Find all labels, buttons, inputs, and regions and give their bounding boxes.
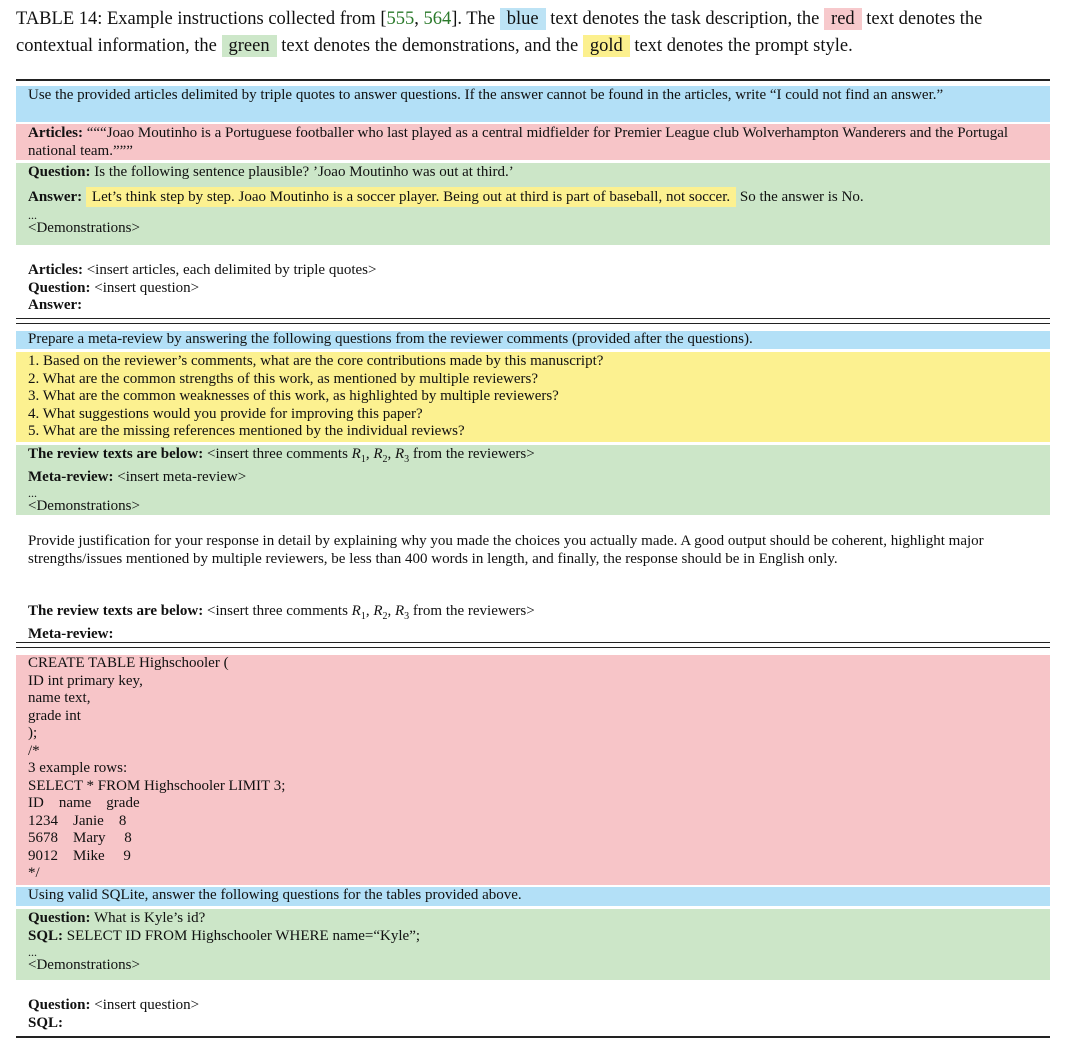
math-sub: 1: [360, 454, 366, 465]
caption-text: TABLE 14: Example instructions collected from [: [16, 9, 387, 29]
question-text: Is the following sentence plausible? ’Joao Moutinho was out at third.’: [90, 164, 514, 180]
schema-line: SELECT * FROM Highschooler LIMIT 3;: [28, 777, 286, 794]
table-top-rule: [16, 79, 1050, 81]
ex3-query-block: [16, 997, 1050, 1033]
ex3-demo-block: [16, 909, 1050, 980]
meta-text: <insert meta-review>: [113, 468, 247, 485]
ex1-task: Use the provided articles delimited by triple quotes to answer questions. If the answer cannot be found in the articles, write “I could not find an answer.”: [28, 87, 944, 103]
ex1-context-block: [16, 124, 1050, 160]
review-text: <insert three comments: [203, 603, 352, 619]
prompt-style-text: Let’s think step by step. Joao Moutinho is a soccer player. Being out at third is part of baseball, not soccer.: [86, 187, 736, 207]
caption-text: text denotes the contextual information, the: [16, 9, 983, 56]
ex1-task-block: [16, 86, 1050, 122]
ex1-query-block: [16, 262, 1050, 314]
ex3-query-sql: [28, 1015, 1038, 1033]
ex2-task: Prepare a meta-review by answering the following questions from the reviewer comments (provided after the questions).: [28, 331, 753, 347]
review-text: <insert three comments: [203, 446, 352, 462]
placeholder-text: <insert articles, each delimited by triple quotes>: [82, 262, 377, 278]
ex2-question-item: 1. Based on the reviewer’s comments, what are the core contributions made by this manuscript?: [28, 353, 604, 369]
label: Question:: [28, 164, 91, 180]
ellipsis: ...: [28, 945, 37, 959]
schema-line: /*: [28, 742, 40, 759]
ex2-style-block: [16, 352, 1050, 442]
demonstrations-placeholder: <Demonstrations>: [28, 498, 140, 514]
ex2-question-item: 2. What are the common strengths of this work, as mentioned by multiple reviewers?: [28, 370, 539, 387]
ex2-demo-block: [16, 445, 1050, 515]
ex1-answer: [28, 186, 1038, 208]
label: SQL:: [28, 1014, 64, 1031]
caption-text: text denotes the task description, the: [545, 9, 825, 29]
schema-line: ID int primary key,: [28, 672, 143, 689]
ex2-justification: Provide justification for your response in detail by explaining why you made the choices you actually made. A good output should be coherent, highlight major strengths/issues mentioned by multiple reviewers, be less than 400 words in length, and finally, the response should be in English only.: [28, 533, 984, 567]
ex3-context-block: [16, 655, 1050, 885]
articles-text: “““Joao Moutinho is a Portuguese footballer who last played as a central midfielder for Premier League club Wolverhampton Wanderers and the Portugal national team.”””: [28, 125, 1009, 159]
schema-line: grade int: [28, 707, 81, 724]
caption-text: text denotes the prompt style.: [629, 36, 853, 56]
legend-gold: gold: [583, 35, 630, 57]
ex1-query-question: [28, 280, 1038, 298]
math-var: R: [395, 446, 405, 462]
math-sub: 3: [404, 611, 410, 622]
ex2-justification-block: [16, 533, 1050, 587]
citation-link[interactable]: 564: [423, 9, 452, 29]
demonstrations-placeholder: <Demonstrations>: [28, 219, 140, 236]
answer-tail: So the answer is No.: [736, 188, 864, 205]
math-var: R: [351, 446, 361, 462]
placeholder-text: <insert question>: [90, 997, 200, 1013]
review-text: from the reviewers>: [409, 446, 535, 462]
label: Meta-review:: [28, 468, 114, 485]
ex3-task: Using valid SQLite, answer the following questions for the tables provided above.: [28, 887, 522, 903]
schema-line: CREATE TABLE Highschooler (: [28, 655, 229, 671]
ex2-question-item: 3. What are the common weaknesses of this work, as highlighted by multiple reviewers?: [28, 388, 559, 404]
table-caption: [16, 6, 1056, 60]
ex2-query-block: [16, 603, 1050, 642]
label: Question:: [28, 279, 91, 296]
demonstrations-placeholder: <Demonstrations>: [28, 957, 140, 973]
label: Meta-review:: [28, 625, 114, 642]
schema-line: 1234 Janie 8: [28, 812, 127, 829]
legend-red: red: [824, 8, 862, 30]
caption-text: ]. The: [451, 9, 500, 29]
label: Question:: [28, 910, 91, 926]
math-var: R: [351, 603, 361, 619]
math-sub: 3: [404, 454, 410, 465]
ex2-task-block: [16, 331, 1050, 349]
citation-link[interactable]: 555: [386, 9, 415, 29]
ex2-query-meta: [28, 626, 1038, 644]
label: The review texts are below:: [28, 446, 204, 462]
ex1-articles: [28, 125, 1008, 159]
ex2-query-review: The review texts are below: <insert three comments $R_1$, $R_2$, $R_3$ from the reviewers>: [28, 603, 535, 622]
math-var: R: [373, 603, 383, 619]
question-text: What is Kyle’s id?: [90, 910, 206, 926]
ex1-demo-block: [16, 163, 1050, 245]
label: Articles:: [28, 125, 83, 141]
ex1-question: [28, 164, 1038, 182]
math-var: R: [373, 446, 383, 462]
label: The review texts are below:: [28, 603, 204, 619]
legend-green: green: [222, 35, 277, 57]
ex3-task-block: [16, 887, 1050, 906]
schema-line: name text,: [28, 690, 91, 706]
ex3-question: [28, 910, 1038, 928]
ellipsis: ...: [28, 207, 37, 222]
label: Question:: [28, 997, 91, 1013]
section-rule: [16, 647, 1050, 648]
ex2-question-item: 4. What suggestions would you provide for improving this paper?: [28, 405, 423, 422]
section-rule: [16, 318, 1050, 319]
math-sub: 1: [360, 611, 366, 622]
ex2-meta: [28, 469, 1038, 487]
math-sub: 2: [382, 454, 388, 465]
schema-line: */: [28, 865, 40, 881]
section-rule: [16, 642, 1050, 643]
schema-line: 9012 Mike 9: [28, 847, 131, 864]
ex3-sql: [28, 928, 1038, 946]
sql-text: SELECT ID FROM Highschooler WHERE name=“Kyle”;: [63, 927, 421, 944]
label: Articles:: [28, 262, 83, 278]
legend-blue: blue: [500, 8, 546, 30]
schema-line: ID name grade: [28, 795, 140, 811]
ex1-query-articles: [28, 262, 1038, 280]
label: Answer:: [28, 188, 83, 205]
label: Answer:: [28, 297, 83, 313]
caption-text: ,: [414, 9, 424, 29]
ellipsis: ...: [28, 486, 37, 500]
table-bottom-rule: [16, 1036, 1050, 1038]
ex3-query-question: [28, 997, 1038, 1015]
schema-line: 5678 Mary 8: [28, 830, 132, 846]
section-rule: [16, 323, 1050, 324]
placeholder-text: <insert question>: [90, 279, 200, 296]
ex2-question-item: 5. What are the missing references mentioned by the individual reviews?: [28, 423, 465, 439]
ex1-query-answer: [28, 297, 1038, 315]
schema-line: );: [28, 725, 38, 741]
label: SQL:: [28, 927, 64, 944]
math-var: R: [395, 603, 405, 619]
ex2-review: The review texts are below: <insert three comments $R_1$, $R_2$, $R_3$ from the reviewers>: [28, 446, 535, 465]
math-sub: 2: [382, 611, 388, 622]
schema-line: 3 example rows:: [28, 760, 128, 776]
caption-text: text denotes the demonstrations, and the: [276, 36, 583, 56]
review-text: from the reviewers>: [409, 603, 535, 619]
